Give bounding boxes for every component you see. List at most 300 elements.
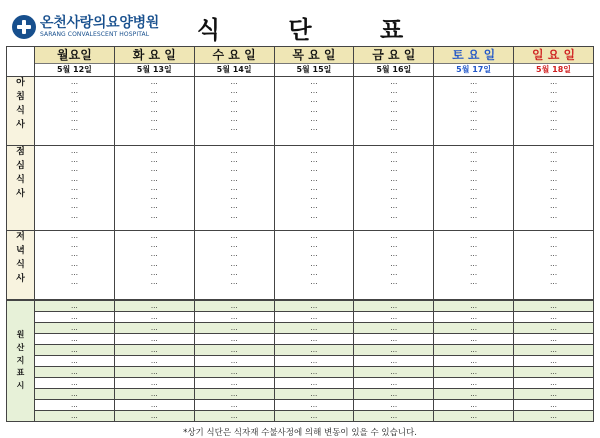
origin-cell-2: …: [194, 378, 274, 389]
origin-row-9: [7, 400, 594, 411]
menu-item: …: [390, 240, 398, 250]
breakfast-label-text: [16, 77, 25, 133]
origin-row-5: [7, 356, 594, 367]
menu-item: …: [390, 95, 398, 105]
menu-item: …: [310, 146, 318, 155]
breakfast-row-label: [7, 77, 35, 146]
origin-cell-5: …: [434, 345, 514, 356]
menu-item: …: [310, 104, 318, 114]
origin-cell-5: …: [434, 323, 514, 334]
dinner-menu-cell-2: [194, 231, 274, 300]
menu-item: …: [390, 86, 398, 96]
origin-cell-5: …: [434, 389, 514, 400]
menu-item: …: [70, 258, 79, 268]
menu-item: …: [150, 240, 158, 250]
origin-cell-4: …: [354, 378, 434, 389]
menu-item: …: [310, 267, 318, 277]
origin-cell-5: …: [434, 312, 514, 323]
menu-item: …: [310, 155, 318, 165]
lunch-menu-cell-6: [514, 146, 594, 231]
breakfast-menu-cell-2: [194, 77, 274, 146]
hospital-name-korean: 온천사랑의요양병원: [40, 15, 160, 31]
origin-cell-0: …: [35, 389, 115, 400]
menu-item: …: [230, 258, 238, 268]
menu-item: …: [390, 164, 398, 174]
menu-item: …: [310, 95, 318, 105]
menu-item: …: [390, 155, 398, 165]
menu-item: …: [70, 201, 79, 211]
row-label-char: 사: [16, 273, 25, 284]
menu-item: …: [230, 95, 238, 105]
origin-cell-0: …: [35, 323, 115, 334]
origin-cell-4: …: [354, 345, 434, 356]
menu-item: …: [230, 77, 238, 86]
day-header-1: [114, 47, 194, 77]
menu-item: …: [70, 123, 79, 133]
day-date: 5월 13일: [115, 64, 194, 76]
origin-cell-3: …: [274, 389, 354, 400]
menu-item: …: [549, 267, 558, 277]
origin-cell-1: …: [114, 411, 194, 422]
row-label-char: 원: [16, 330, 25, 339]
menu-item: …: [390, 249, 398, 259]
origin-row-1: [7, 312, 594, 323]
menu-item: …: [70, 164, 79, 174]
menu-item: …: [70, 95, 79, 105]
menu-item: …: [150, 123, 158, 133]
menu-item: …: [150, 258, 158, 268]
breakfast-row: [7, 77, 594, 146]
menu-item: …: [150, 192, 158, 202]
menu-item: …: [70, 267, 79, 277]
menu-item: …: [230, 86, 238, 96]
day-name: 화 요 일: [115, 47, 194, 64]
origin-cell-1: …: [114, 400, 194, 411]
breakfast-menu-cell-0: [35, 77, 115, 146]
menu-item: …: [470, 164, 478, 174]
lunch-label-text: [16, 146, 25, 202]
menu-item: …: [150, 77, 158, 86]
day-name: 월요일: [35, 47, 114, 64]
hospital-logo: [12, 12, 182, 42]
menu-item: …: [470, 258, 478, 268]
origin-cell-6: …: [514, 356, 594, 367]
origin-cell-3: …: [274, 400, 354, 411]
menu-item: …: [470, 77, 478, 86]
dinner-menu-cell-5: [434, 231, 514, 300]
origin-cell-2: …: [194, 356, 274, 367]
menu-item: …: [70, 86, 79, 96]
menu-item: …: [470, 86, 478, 96]
day-header-5: [434, 47, 514, 77]
row-label-char: 점: [16, 147, 25, 157]
menu-item: …: [390, 104, 398, 114]
menu-item: …: [549, 113, 558, 123]
origin-row-2: [7, 323, 594, 334]
origin-row-4: [7, 345, 594, 356]
day-name: 토 요 일: [434, 47, 513, 64]
origin-cell-6: …: [514, 323, 594, 334]
menu-item: …: [470, 240, 478, 250]
day-date: 5월 15일: [275, 64, 354, 76]
dinner-menu-cell-4: [354, 231, 434, 300]
day-header-2: [194, 47, 274, 77]
menu-item: …: [70, 182, 79, 192]
menu-item: …: [310, 258, 318, 268]
menu-item: …: [310, 192, 318, 202]
dinner-row-label: [7, 231, 35, 300]
day-date: 5월 12일: [35, 64, 114, 76]
origin-cell-1: …: [114, 356, 194, 367]
menu-item: …: [230, 146, 238, 155]
origin-cell-5: …: [434, 356, 514, 367]
origin-cell-3: …: [274, 356, 354, 367]
hospital-logo-text: [40, 16, 159, 38]
origin-cell-1: …: [114, 367, 194, 378]
day-date: 5월 17일: [434, 64, 513, 76]
origin-cell-4: …: [354, 356, 434, 367]
origin-cell-2: …: [194, 411, 274, 422]
menu-item: …: [310, 240, 318, 250]
menu-item: …: [230, 164, 238, 174]
day-header-3: [274, 47, 354, 77]
menu-item: …: [470, 267, 478, 277]
menu-item: …: [390, 123, 398, 133]
origin-cell-0: …: [35, 378, 115, 389]
origin-cell-0: …: [35, 301, 115, 312]
menu-item: …: [549, 210, 558, 220]
origin-label-text: [17, 329, 25, 393]
row-label-char: 사: [16, 188, 25, 199]
origin-cell-4: …: [354, 334, 434, 345]
menu-item: …: [310, 123, 318, 133]
menu-item: …: [470, 173, 478, 183]
menu-item: …: [230, 240, 238, 250]
origin-cell-2: …: [194, 312, 274, 323]
menu-item: …: [390, 210, 398, 220]
origin-row-8: [7, 389, 594, 400]
menu-item: …: [310, 113, 318, 123]
row-label-char: 표: [16, 368, 25, 378]
dinner-label-text: [16, 231, 25, 287]
menu-item: …: [390, 182, 398, 192]
menu-item: …: [70, 155, 79, 165]
page-header: [6, 6, 594, 46]
day-name: 수 요 일: [195, 47, 274, 64]
lunch-menu-cell-3: [274, 146, 354, 231]
origin-cell-5: …: [434, 378, 514, 389]
menu-item: …: [150, 173, 158, 183]
origin-cell-4: …: [354, 389, 434, 400]
menu-item: …: [310, 173, 318, 183]
origin-cell-5: …: [434, 301, 514, 312]
origin-cell-1: …: [114, 378, 194, 389]
origin-cell-0: …: [35, 411, 115, 422]
row-label-char: 심: [16, 160, 25, 171]
lunch-row-label: [7, 146, 35, 231]
origin-cell-2: …: [194, 400, 274, 411]
menu-item: …: [390, 267, 398, 277]
menu-item: …: [230, 123, 238, 133]
origin-row-10: [7, 411, 594, 422]
origin-cell-6: …: [514, 389, 594, 400]
day-header-6: [514, 47, 594, 77]
footer-note: *상기 식단은 식자재 수불사정에 의해 변동이 있을 수 있습니다.: [183, 428, 417, 438]
lunch-row: [7, 146, 594, 231]
weekly-menu-table: [6, 46, 594, 300]
origin-cell-3: …: [274, 334, 354, 345]
origin-cell-6: …: [514, 301, 594, 312]
menu-item: …: [230, 267, 238, 277]
origin-row-7: [7, 378, 594, 389]
menu-item: …: [70, 173, 79, 183]
page-title: 식 단 표: [196, 15, 434, 44]
menu-item: …: [390, 77, 398, 86]
menu-item: …: [230, 155, 238, 165]
menu-item: …: [150, 277, 158, 287]
menu-item: …: [70, 277, 79, 287]
menu-item: …: [230, 249, 238, 259]
menu-item: …: [549, 146, 558, 155]
origin-cell-2: …: [194, 367, 274, 378]
menu-item: …: [390, 231, 398, 240]
menu-item: …: [310, 201, 318, 211]
menu-item: …: [70, 104, 79, 114]
menu-item: …: [549, 77, 558, 86]
day-name: 일 요 일: [514, 47, 593, 64]
origin-cell-6: …: [514, 345, 594, 356]
dinner-menu-cell-6: [514, 231, 594, 300]
menu-item: …: [230, 182, 238, 192]
dinner-menu-cell-1: [114, 231, 194, 300]
menu-item: …: [150, 86, 158, 96]
menu-item: …: [70, 113, 79, 123]
dinner-menu-cell-3: [274, 231, 354, 300]
origin-cell-2: …: [194, 334, 274, 345]
origin-cell-5: …: [434, 411, 514, 422]
origin-row-label: [7, 301, 35, 422]
menu-item: …: [150, 267, 158, 277]
origin-cell-6: …: [514, 312, 594, 323]
day-date: 5월 16일: [354, 64, 433, 76]
row-label-char: 산: [16, 342, 25, 352]
origin-cell-4: …: [354, 411, 434, 422]
menu-item: …: [310, 277, 318, 287]
menu-item: …: [310, 86, 318, 96]
breakfast-menu-cell-4: [354, 77, 434, 146]
menu-item: …: [470, 113, 478, 123]
lunch-menu-cell-5: [434, 146, 514, 231]
corner-cell: [7, 47, 35, 77]
origin-cell-1: …: [114, 312, 194, 323]
menu-item: …: [70, 249, 79, 259]
origin-cell-0: …: [35, 356, 115, 367]
row-label-char: 식: [16, 174, 25, 185]
menu-item: …: [390, 192, 398, 202]
day-date: 5월 14일: [195, 64, 274, 76]
origin-cell-6: …: [514, 334, 594, 345]
breakfast-menu-cell-6: [514, 77, 594, 146]
day-name: 목 요 일: [275, 47, 354, 64]
row-label-char: 시: [16, 381, 25, 391]
origin-cell-1: …: [114, 323, 194, 334]
menu-item: …: [470, 155, 478, 165]
origin-cell-0: …: [35, 312, 115, 323]
lunch-menu-cell-4: [354, 146, 434, 231]
menu-item: …: [230, 201, 238, 211]
origin-cell-4: …: [354, 312, 434, 323]
menu-item: …: [390, 277, 398, 287]
origin-cell-6: …: [514, 378, 594, 389]
row-label-char: 아: [16, 78, 25, 88]
menu-item: …: [150, 95, 158, 105]
menu-item: …: [150, 155, 158, 165]
menu-item: …: [310, 231, 318, 240]
menu-item: …: [470, 95, 478, 105]
origin-cell-5: …: [434, 400, 514, 411]
menu-item: …: [470, 192, 478, 202]
day-date: 5월 18일: [514, 64, 593, 76]
menu-item: …: [390, 173, 398, 183]
menu-item: …: [230, 173, 238, 183]
day-name: 금 요 일: [354, 47, 433, 64]
menu-item: …: [230, 210, 238, 220]
menu-item: …: [310, 164, 318, 174]
row-label-char: 녁: [16, 245, 25, 256]
menu-item: …: [150, 113, 158, 123]
origin-cell-0: …: [35, 367, 115, 378]
lunch-menu-cell-2: [194, 146, 274, 231]
day-header-row: [7, 47, 594, 77]
menu-item: …: [70, 192, 79, 202]
menu-item: …: [230, 113, 238, 123]
menu-item: …: [230, 192, 238, 202]
menu-item: …: [70, 210, 79, 220]
origin-cell-1: …: [114, 345, 194, 356]
origin-cell-1: …: [114, 389, 194, 400]
menu-item: …: [390, 113, 398, 123]
origin-row-3: [7, 334, 594, 345]
origin-cell-0: …: [35, 400, 115, 411]
menu-item: …: [470, 231, 478, 240]
menu-item: …: [230, 231, 238, 240]
menu-item: …: [310, 210, 318, 220]
menu-item: …: [549, 104, 558, 114]
origin-cell-4: …: [354, 400, 434, 411]
row-label-char: 지: [16, 355, 25, 365]
origin-cell-1: …: [114, 301, 194, 312]
origin-cell-5: …: [434, 367, 514, 378]
origin-cell-3: …: [274, 378, 354, 389]
menu-item: …: [549, 192, 558, 202]
menu-item: …: [470, 201, 478, 211]
menu-item: …: [70, 231, 79, 240]
menu-item: …: [549, 201, 558, 211]
breakfast-menu-cell-1: [114, 77, 194, 146]
origin-cell-2: …: [194, 389, 274, 400]
menu-item: …: [150, 249, 158, 259]
row-label-char: 식: [16, 105, 25, 116]
origin-cell-3: …: [274, 367, 354, 378]
menu-item: …: [230, 104, 238, 114]
menu-item: …: [310, 249, 318, 259]
breakfast-menu-cell-5: [434, 77, 514, 146]
menu-item: …: [470, 104, 478, 114]
origin-cell-6: …: [514, 411, 594, 422]
menu-item: …: [549, 155, 558, 165]
menu-item: …: [549, 173, 558, 183]
menu-item: …: [150, 182, 158, 192]
menu-item: …: [70, 146, 79, 155]
origin-cell-4: …: [354, 301, 434, 312]
menu-item: …: [70, 240, 79, 250]
lunch-menu-cell-1: [114, 146, 194, 231]
menu-item: …: [150, 231, 158, 240]
hospital-cross-icon: [12, 15, 36, 39]
origin-cell-2: …: [194, 345, 274, 356]
menu-item: …: [470, 210, 478, 220]
origin-cell-4: …: [354, 323, 434, 334]
origin-cell-3: …: [274, 301, 354, 312]
day-header-0: [35, 47, 115, 77]
day-header-4: [354, 47, 434, 77]
menu-item: …: [549, 240, 558, 250]
origin-cell-1: …: [114, 334, 194, 345]
menu-item: …: [549, 164, 558, 174]
breakfast-menu-cell-3: [274, 77, 354, 146]
menu-item: …: [549, 123, 558, 133]
origin-cell-4: …: [354, 367, 434, 378]
menu-item: …: [390, 258, 398, 268]
origin-cell-3: …: [274, 411, 354, 422]
menu-item: …: [150, 104, 158, 114]
menu-item: …: [470, 146, 478, 155]
dinner-menu-cell-0: [35, 231, 115, 300]
origin-cell-5: …: [434, 334, 514, 345]
menu-item: …: [549, 95, 558, 105]
menu-item: …: [470, 249, 478, 259]
menu-item: …: [470, 182, 478, 192]
hospital-name-english: SARANG CONVALESCENT HOSPITAL: [40, 31, 150, 38]
menu-item: …: [549, 277, 558, 287]
menu-item: …: [470, 123, 478, 133]
origin-cell-0: …: [35, 334, 115, 345]
menu-item: …: [150, 201, 158, 211]
menu-item: …: [230, 277, 238, 287]
origin-cell-0: …: [35, 345, 115, 356]
menu-item: …: [150, 146, 158, 155]
row-label-char: 사: [16, 119, 25, 130]
origin-cell-3: …: [274, 323, 354, 334]
origin-cell-3: …: [274, 312, 354, 323]
lunch-menu-cell-0: [35, 146, 115, 231]
origin-row-6: [7, 367, 594, 378]
origin-cell-2: …: [194, 323, 274, 334]
menu-item: …: [310, 77, 318, 86]
menu-item: …: [390, 146, 398, 155]
menu-item: …: [150, 210, 158, 220]
menu-item: …: [549, 182, 558, 192]
origin-cell-6: …: [514, 400, 594, 411]
origin-table-body: [7, 301, 594, 422]
origin-cell-3: …: [274, 345, 354, 356]
menu-item: …: [390, 201, 398, 211]
menu-item: …: [549, 231, 558, 240]
menu-item: …: [150, 164, 158, 174]
menu-item: …: [549, 86, 558, 96]
menu-item: …: [549, 249, 558, 259]
menu-item: …: [470, 277, 478, 287]
